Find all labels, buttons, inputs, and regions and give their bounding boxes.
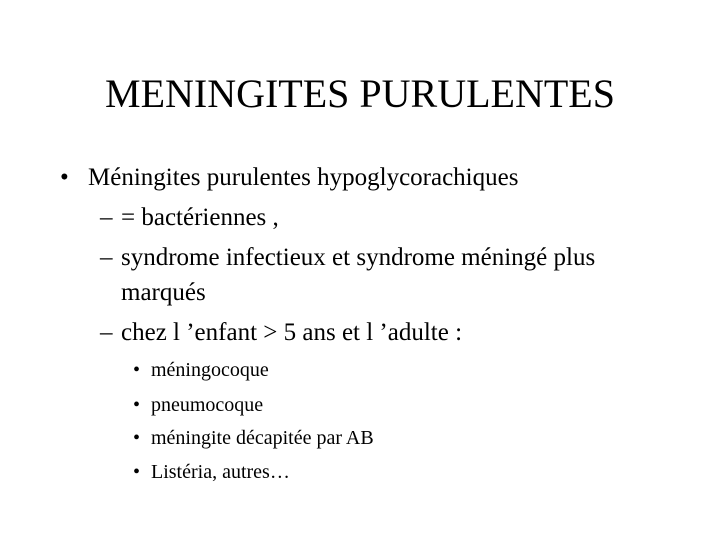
sub-sub-item-text: méningite décapitée par AB: [151, 427, 374, 449]
sub-sub-item-marker: •: [133, 461, 141, 483]
sub-item-continuation: marqués: [121, 279, 206, 306]
sub-item-marker: –: [100, 244, 113, 271]
sub-item-marker: –: [100, 204, 113, 231]
sub-item-text: chez l ’enfant > 5 ans et l ’adulte :: [121, 319, 463, 346]
bullet-marker: •: [60, 164, 69, 191]
sub-sub-item-text: pneumocoque: [151, 394, 264, 416]
sub-sub-item-marker: •: [133, 394, 141, 416]
sub-sub-item-marker: •: [133, 359, 141, 381]
bullet-text: Méningites purulentes hypoglycorachiques: [88, 164, 519, 191]
sub-sub-item-text: méningocoque: [151, 359, 269, 381]
sub-item-marker: –: [100, 319, 113, 346]
sub-sub-item-marker: •: [133, 427, 141, 449]
slide-title: MENINGITES PURULENTES: [105, 71, 615, 116]
sub-sub-item-text: Listéria, autres…: [151, 461, 290, 483]
sub-item-text: = bactériennes ,: [121, 204, 279, 231]
sub-item-text: syndrome infectieux et syndrome méningé plus: [121, 244, 596, 271]
